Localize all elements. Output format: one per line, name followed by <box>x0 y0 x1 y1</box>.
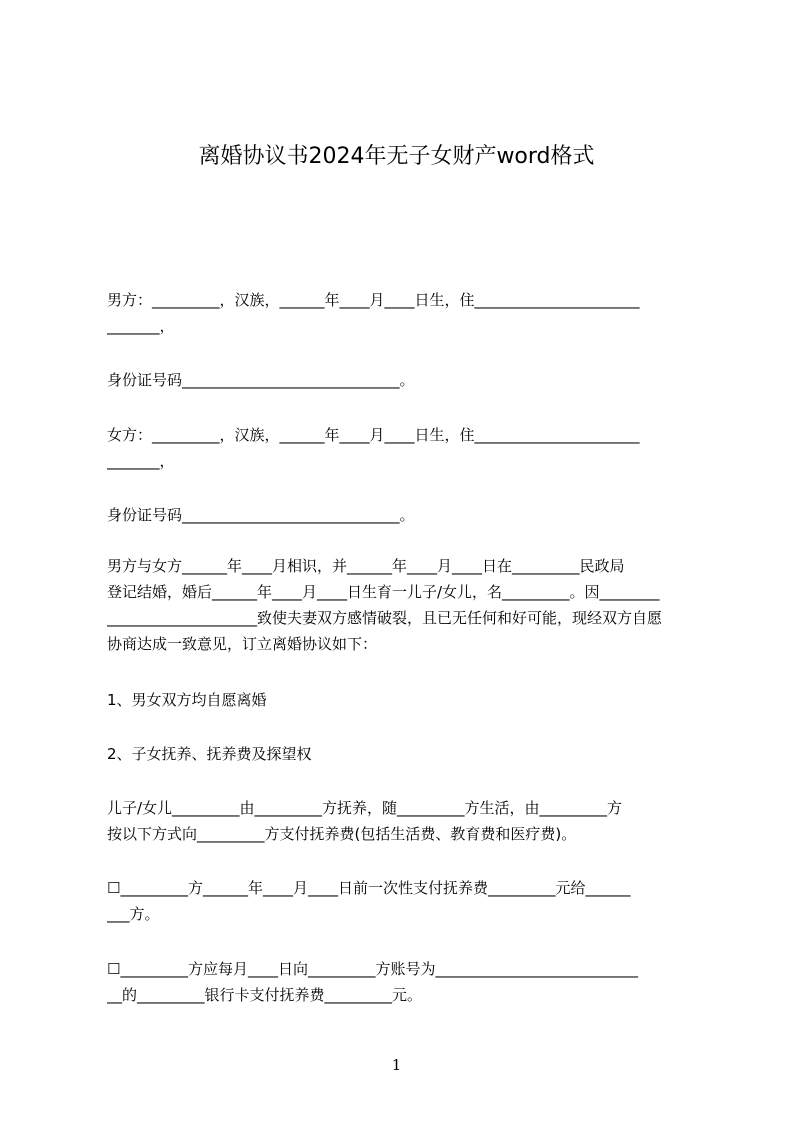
female-id-number-paragraph <box>107 502 703 528</box>
paragraph-line: ___方。 <box>107 905 160 923</box>
male-party-paragraph <box>107 287 703 339</box>
page-number: 1 <box>391 1056 402 1074</box>
paragraph-line: ____________________致使夫妻双方感情破裂，且已无任何和好可能，现经双方自愿 <box>107 609 663 627</box>
paragraph-line: 登记结婚，婚后______年____月____日生育一儿子/女儿，名_________。因________ <box>107 583 660 601</box>
custody-paragraph <box>107 795 703 847</box>
clause-2-paragraph <box>107 741 703 767</box>
monthly-option-paragraph <box>107 956 703 1008</box>
paragraph-line: 协商达成一致意见，订立离婚协议如下： <box>107 635 378 653</box>
paragraph-line: _______， <box>107 317 175 335</box>
clause-1-paragraph <box>107 687 703 713</box>
paragraph-line: 1、男女双方均自愿离婚 <box>107 691 267 709</box>
lump-sum-option-paragraph <box>107 875 703 927</box>
paragraph-line: __的_________银行卡支付抚养费_________元。 <box>107 986 423 1004</box>
paragraph-line: ☐_________方应每月____日向_________方账号为___________________________ <box>107 960 638 978</box>
paragraph-line: 女方：_________，汉族，______年____月____日生，住______________________ <box>107 426 640 444</box>
paragraph-line: 男方与女方______年____月相识，并______年____月____日在_________民政局 <box>107 557 625 575</box>
paragraph-line: _______， <box>107 452 175 470</box>
paragraph-line: 2、子女抚养、抚养费及探望权 <box>107 745 312 763</box>
paragraph-line: 男方：_________，汉族，______年____月____日生，住______________________ <box>107 291 640 309</box>
paragraph-line: 按以下方式向_________方支付抚养费(包括生活费、教育费和医疗费)。 <box>107 825 577 843</box>
male-id-number-paragraph <box>107 367 703 393</box>
paragraph-line: ☐_________方______年____月____日前一次性支付抚养费_________元给______ <box>107 879 631 897</box>
document-title: 离婚协议书2024年无子女财产word格式 <box>198 144 595 169</box>
female-party-paragraph <box>107 422 703 474</box>
marriage-background-paragraph <box>107 553 703 657</box>
paragraph-line: 身份证号码_____________________________。 <box>107 506 415 524</box>
paragraph-line: 儿子/女儿_________由_________方抚养，随_________方生活，由_________方 <box>107 799 623 817</box>
paragraph-line: 身份证号码_____________________________。 <box>107 371 415 389</box>
